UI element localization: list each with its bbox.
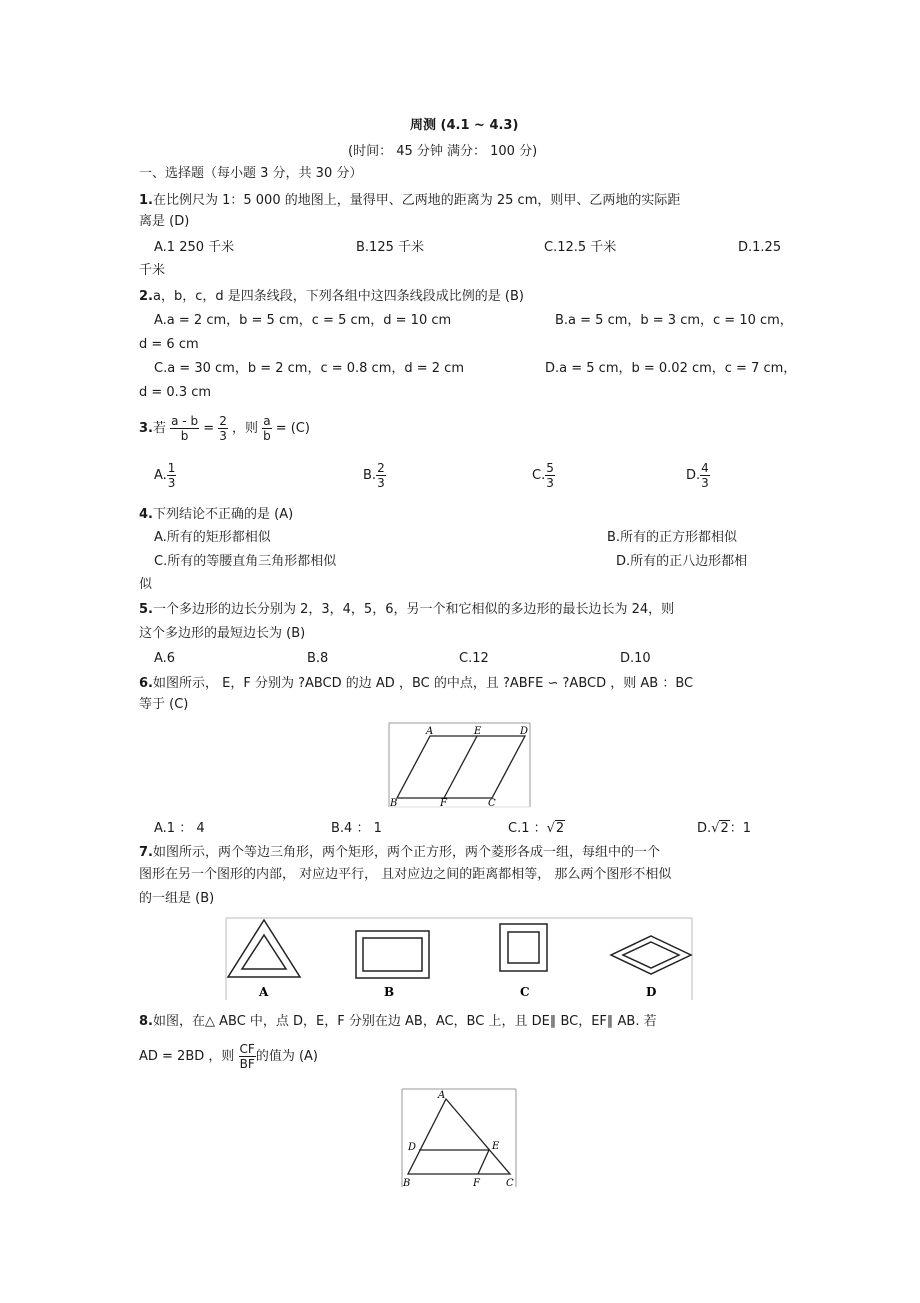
vertex-label-b: B bbox=[403, 1178, 411, 1189]
question-8-line1 bbox=[139, 1014, 657, 1030]
vertex-label-d: D bbox=[520, 726, 529, 737]
question-3-stem bbox=[139, 412, 310, 446]
question-text-mid: ，则 bbox=[232, 421, 259, 436]
shapes-figure bbox=[226, 918, 692, 1000]
vertex-label-c: C bbox=[506, 1178, 514, 1189]
question-text: a，b，c，d 是四条线段，下列各组中这四条线段成比例的是 (B) bbox=[152, 289, 524, 304]
exam-info: (时间： 45 分钟 满分： 100 分) bbox=[348, 144, 538, 159]
option-d: D.所有的正八边形都相 bbox=[616, 554, 748, 569]
figure-caption-a: A bbox=[259, 985, 269, 999]
option-a: A.6 bbox=[154, 651, 176, 666]
option-a: A.a = 2 cm，b = 5 cm，c = 5 cm，d = 10 cm bbox=[154, 313, 452, 328]
triangle-abc bbox=[408, 1099, 510, 1174]
question-5-line1 bbox=[139, 602, 674, 618]
section-heading: 一、选择题（每小题 3 分，共 30 分） bbox=[139, 166, 363, 181]
question-5-line2: 这个多边形的最短边长为 (B) bbox=[139, 626, 306, 641]
option-a: A.1 ： 4 bbox=[154, 821, 205, 836]
option-b: B.8 bbox=[307, 651, 329, 666]
figure-caption-b: B bbox=[384, 985, 395, 999]
option-d: D.1.25 bbox=[738, 240, 782, 255]
option-b-wrap: d = 6 cm bbox=[139, 337, 199, 352]
option-b: B.所有的正方形都相似 bbox=[607, 530, 738, 545]
figure-caption-d: D bbox=[646, 985, 657, 999]
question-text: 在比例尺为 1：5 000 的地图上，量得甲、乙两地的距离为 25 cm，则甲、乙两地的实际距 bbox=[152, 193, 681, 208]
question-text: 一个多边形的边长分别为 2，3，4，5，6，另一个和它相似的多边形的最长边长为 24，则 bbox=[152, 602, 675, 617]
question-text-pre: 若 bbox=[152, 421, 166, 436]
vertex-label-a: A bbox=[426, 726, 434, 737]
figure-caption-c: C bbox=[520, 985, 530, 999]
question-number: 2. bbox=[139, 289, 153, 304]
question-1-line1 bbox=[139, 193, 680, 209]
option-c: C.12 bbox=[459, 651, 489, 666]
segment-ef bbox=[478, 1150, 489, 1174]
option-d: D.10 bbox=[620, 651, 651, 666]
option-c: C.1 ：√2 bbox=[508, 821, 565, 836]
option-a: A.1 250 千米 bbox=[154, 240, 235, 255]
question-text: 如图所示， E，F 分别为 ?ABCD 的边 AD ，BC 的中点，且 ?ABFE ∽ ?ABCD ，则 AB ：BC bbox=[152, 676, 694, 691]
sqrt-expression: √2 bbox=[546, 821, 565, 836]
vertex-label-f: F bbox=[440, 798, 447, 809]
option-fraction: $\frac{1}{3}$ bbox=[167, 461, 176, 490]
option-d: D.√2：1 bbox=[697, 821, 752, 836]
option-b: B.4 ： 1 bbox=[331, 821, 382, 836]
option-d-wrap: 似 bbox=[139, 577, 153, 592]
question-number: 5. bbox=[139, 602, 153, 617]
equals-sign: = bbox=[203, 421, 215, 436]
option-b: B.125 千米 bbox=[356, 240, 424, 255]
question-4-stem bbox=[139, 507, 293, 523]
question-text: 下列结论不正确的是 (A) bbox=[152, 507, 294, 522]
question-8-line2: AD = 2BD ，则 $\frac{CF}{BF}$ 的值为 (A) bbox=[139, 1042, 318, 1071]
option-d: D. $\frac{4}{3}$ bbox=[686, 461, 709, 490]
fraction-a-over-b: $\frac{a}{b}$ bbox=[263, 414, 271, 443]
question-7-line3: 的一组是 (B) bbox=[139, 891, 215, 906]
question-7-line1 bbox=[139, 845, 660, 861]
page-title: 周测 (4.1 ~ 4.3) bbox=[410, 118, 519, 133]
outer-square bbox=[500, 924, 547, 971]
question-number: 4. bbox=[139, 507, 153, 522]
sqrt-expression: √2 bbox=[711, 821, 729, 836]
question-text: 如图所示，两个等边三角形，两个矩形，两个正方形，两个菱形各成一组，每组中的一个 bbox=[152, 845, 660, 860]
question-7-line2: 图形在另一个图形的内部， 对应边平行， 且对应边之间的距离都相等， 那么两个图形不相似 bbox=[139, 867, 672, 882]
option-fraction: $\frac{4}{3}$ bbox=[701, 461, 709, 490]
option-c: C.所有的等腰直角三角形都相似 bbox=[154, 554, 337, 569]
fraction-a-minus-b-over-b: $\frac{a - b}{b}$ bbox=[171, 414, 199, 443]
option-d: D.a = 5 cm，b = 0.02 cm，c = 7 cm， bbox=[545, 361, 797, 376]
question-6-line2: 等于 (C) bbox=[139, 697, 189, 712]
segment-ef bbox=[444, 736, 477, 798]
option-a: A.所有的矩形都相似 bbox=[154, 530, 271, 545]
option-fraction: $\frac{5}{3}$ bbox=[546, 461, 554, 490]
question-1-line2: 离是 (D) bbox=[139, 214, 190, 229]
fraction-2-3: $\frac{2}{3}$ bbox=[219, 414, 227, 443]
question-number: 7. bbox=[139, 845, 153, 860]
option-a: A. $\frac{1}{3}$ bbox=[154, 461, 176, 490]
vertex-label-d: D bbox=[408, 1142, 417, 1153]
option-b: B. $\frac{2}{3}$ bbox=[363, 461, 385, 490]
triangle-figure bbox=[400, 1089, 516, 1187]
option-c: C. $\frac{5}{3}$ bbox=[532, 461, 554, 490]
option-c: C.12.5 千米 bbox=[544, 240, 617, 255]
vertex-label-e: E bbox=[492, 1141, 500, 1152]
question-number: 1. bbox=[139, 193, 153, 208]
option-d-wrap: d = 0.3 cm bbox=[139, 385, 212, 400]
question-number: 8. bbox=[139, 1014, 153, 1029]
question-number: 3. bbox=[139, 421, 153, 436]
vertex-label-e: E bbox=[474, 726, 482, 737]
question-6-line1 bbox=[139, 676, 693, 692]
question-number: 6. bbox=[139, 676, 153, 691]
inner-square bbox=[508, 932, 539, 963]
vertex-label-c: C bbox=[488, 798, 496, 809]
parallelogram-figure bbox=[386, 723, 530, 807]
inner-triangle bbox=[242, 935, 286, 969]
vertex-label-f: F bbox=[473, 1178, 480, 1189]
option-d-wrap: 千米 bbox=[139, 263, 166, 278]
question-2-stem bbox=[139, 289, 524, 305]
option-b: B.a = 5 cm，b = 3 cm，c = 10 cm， bbox=[555, 313, 793, 328]
question-text: 如图，在△ ABC 中，点 D，E，F 分别在边 AB，AC，BC 上，且 DE∥ BC，EF∥ AB. 若 bbox=[152, 1014, 657, 1029]
vertex-label-b: B bbox=[390, 798, 398, 809]
inner-rectangle bbox=[363, 938, 422, 971]
vertex-label-a: A bbox=[438, 1090, 446, 1101]
fraction-cf-over-bf: $\frac{CF}{BF}$ bbox=[239, 1042, 255, 1071]
option-c: C.a = 30 cm，b = 2 cm，c = 0.8 cm，d = 2 cm bbox=[154, 361, 464, 376]
option-fraction: $\frac{2}{3}$ bbox=[377, 461, 385, 490]
question-answer: = (C) bbox=[275, 421, 310, 436]
